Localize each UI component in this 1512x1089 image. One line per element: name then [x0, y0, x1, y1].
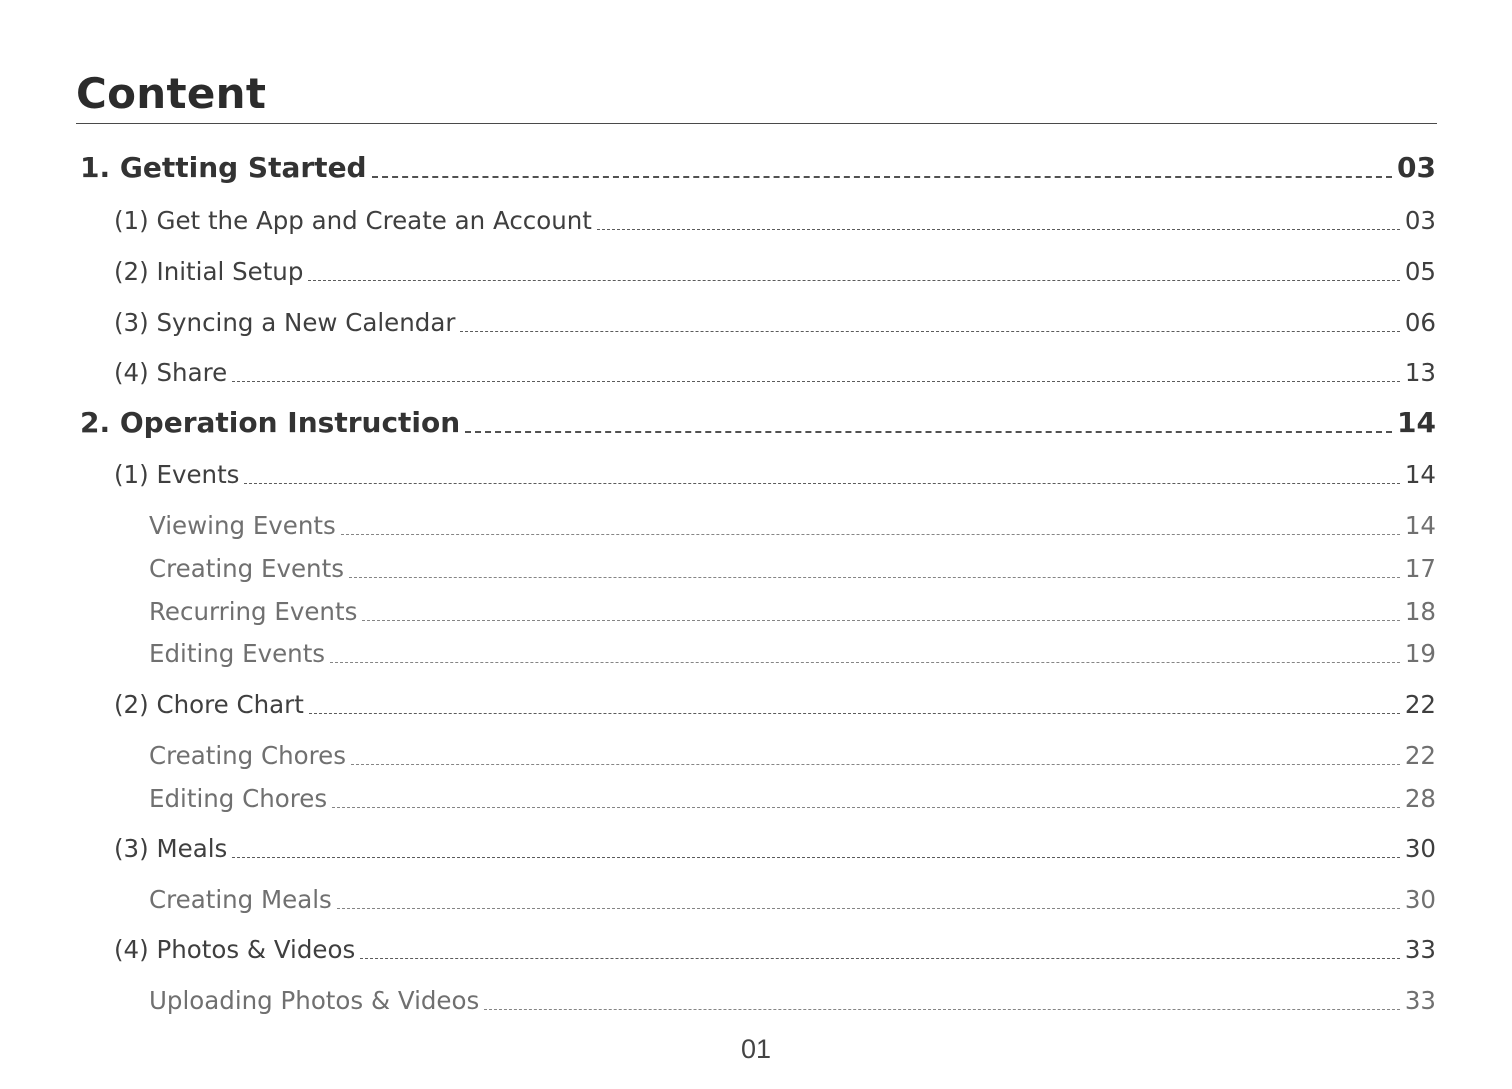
dotted-leader [309, 713, 1400, 714]
toc-entry-label: 2. Operation Instruction [80, 406, 461, 439]
toc-entry-recurring-events[interactable] [149, 593, 1436, 629]
toc-entry-page: 18 [1404, 597, 1436, 626]
toc-entry-get-the-app[interactable] [114, 202, 1436, 238]
toc-entry-label: Recurring Events [149, 597, 358, 626]
toc-entry-page: 14 [1404, 511, 1436, 540]
dotted-leader [308, 280, 1399, 281]
toc-entry-label: (3) Syncing a New Calendar [114, 308, 456, 337]
toc-entry-page: 22 [1404, 690, 1436, 719]
toc-entry-photos-videos[interactable] [114, 931, 1436, 967]
toc-entry-page: 19 [1404, 639, 1436, 668]
toc-entry-label: Editing Events [149, 639, 326, 668]
dotted-leader [484, 1009, 1400, 1010]
toc-entry-page: 17 [1404, 554, 1436, 583]
toc-entry-getting-started[interactable] [80, 150, 1436, 186]
toc-entry-events[interactable] [114, 456, 1436, 492]
dotted-leader [232, 857, 1400, 858]
toc-entry-label: (2) Initial Setup [114, 257, 304, 286]
toc-entry-share[interactable] [114, 354, 1436, 390]
toc-entry-creating-events[interactable] [149, 550, 1436, 586]
dotted-leader [232, 381, 1400, 382]
toc-entry-page: 28 [1404, 784, 1436, 813]
toc-entry-label: Creating Chores [149, 741, 347, 770]
dotted-leader [597, 229, 1400, 230]
toc-entry-chore-chart[interactable] [114, 686, 1436, 722]
toc-entry-operation-instruction[interactable] [80, 405, 1436, 441]
toc-entry-label: (1) Events [114, 460, 240, 489]
toc-entry-page: 33 [1404, 935, 1436, 964]
toc-entry-creating-meals[interactable] [149, 881, 1436, 917]
toc-entry-label: 1. Getting Started [80, 151, 367, 184]
toc-entry-label: Viewing Events [149, 511, 336, 540]
toc-entry-page: 03 [1404, 206, 1436, 235]
toc-entry-page: 05 [1404, 257, 1436, 286]
toc-entry-initial-setup[interactable] [114, 253, 1436, 289]
toc-entry-page: 30 [1404, 885, 1436, 914]
page-number: 01 [740, 1034, 772, 1064]
toc-entry-label: Creating Events [149, 554, 344, 583]
toc-entry-page: 13 [1404, 358, 1436, 387]
toc-entry-label: (2) Chore Chart [114, 690, 304, 719]
toc-entry-label: Editing Chores [149, 784, 328, 813]
toc-entry-label: Uploading Photos & Videos [149, 986, 480, 1015]
toc-entry-creating-chores[interactable] [149, 737, 1436, 773]
toc-entry-page: 33 [1404, 986, 1436, 1015]
toc-entry-label: (4) Photos & Videos [114, 935, 356, 964]
dotted-leader [332, 807, 1400, 808]
toc-entry-page: 14 [1404, 460, 1436, 489]
toc-entry-editing-events[interactable] [149, 635, 1436, 671]
toc-entry-label: (1) Get the App and Create an Account [114, 206, 592, 235]
toc-entry-page: 22 [1404, 741, 1436, 770]
toc-entry-page: 14 [1397, 406, 1436, 439]
toc-entry-syncing-calendar[interactable] [114, 304, 1436, 340]
page-title: Content [76, 69, 267, 118]
dotted-leader [372, 176, 1392, 178]
toc-entry-page: 03 [1397, 151, 1436, 184]
toc-entry-page: 30 [1404, 834, 1436, 863]
dotted-leader [460, 331, 1399, 332]
toc-entry-label: (4) Share [114, 358, 228, 387]
toc-entry-meals[interactable] [114, 830, 1436, 866]
toc-entry-label: (3) Meals [114, 834, 228, 863]
dotted-leader [244, 483, 1399, 484]
dotted-leader [362, 620, 1399, 621]
dotted-leader [351, 764, 1400, 765]
toc-entry-page: 06 [1404, 308, 1436, 337]
dotted-leader [349, 577, 1400, 578]
dotted-leader [341, 534, 1400, 535]
toc-entry-editing-chores[interactable] [149, 780, 1436, 816]
dotted-leader [330, 662, 1400, 663]
dotted-leader [360, 958, 1400, 959]
dotted-leader [465, 431, 1392, 433]
toc-entry-uploading-photos-videos[interactable] [149, 982, 1436, 1018]
dotted-leader [337, 908, 1400, 909]
toc-entry-label: Creating Meals [149, 885, 332, 914]
toc-entry-viewing-events[interactable] [149, 507, 1436, 543]
